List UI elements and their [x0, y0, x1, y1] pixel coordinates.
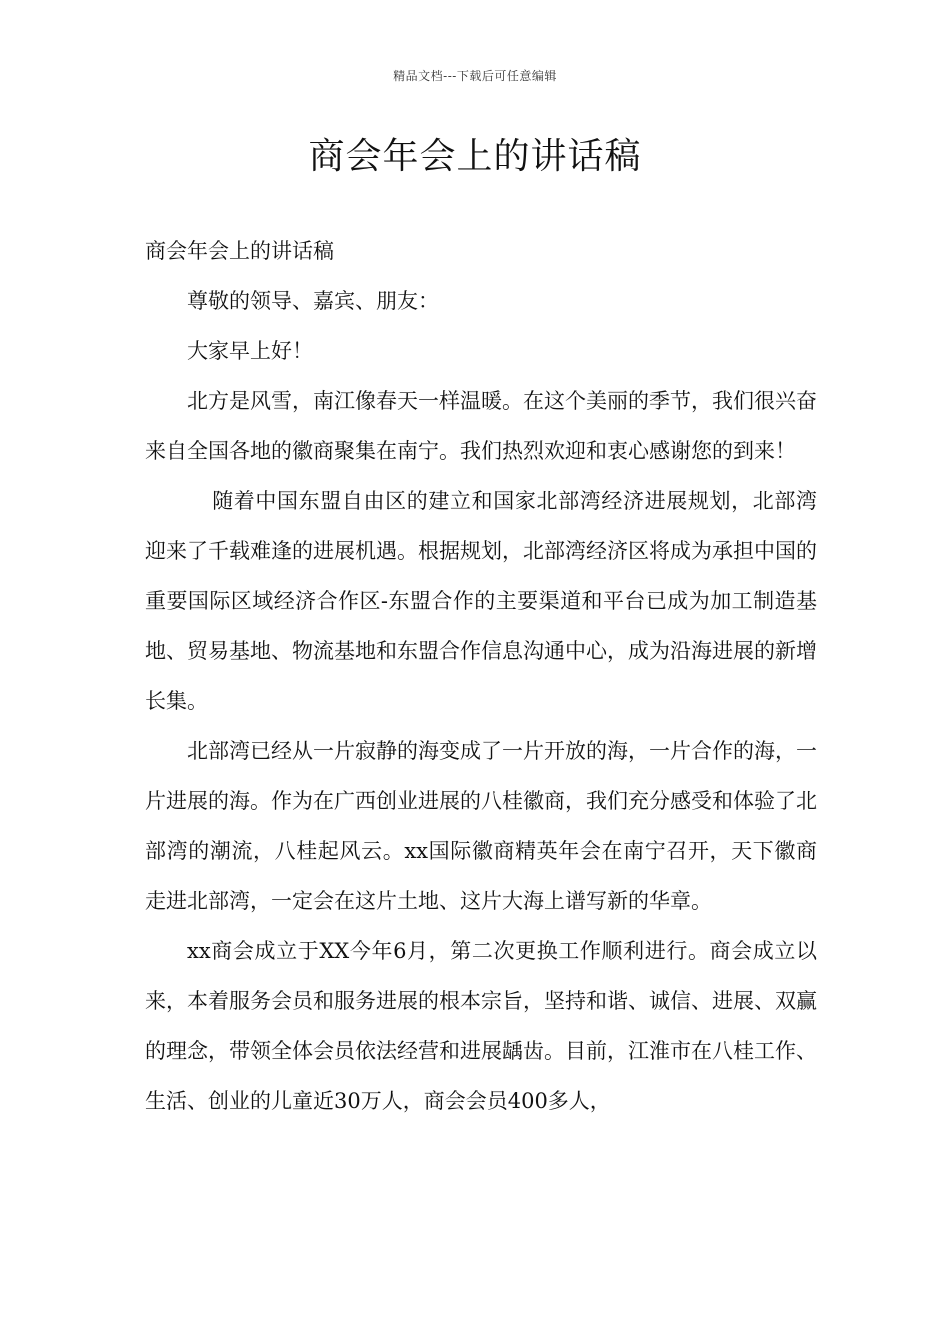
- paragraph: 北方是风雪，南江像春天一样温暖。在这个美丽的季节，我们很兴奋来自全国各地的徽商聚集在南宁。我们热烈欢迎和衷心感谢您的到来！: [145, 389, 817, 463]
- paragraph: 北部湾已经从一片寂静的海变成了一片开放的海，一片合作的海，一片进展的海。作为在广西创业进展的八桂徽商，我们充分感受和体验了北部湾的潮流，八桂起风云。xx国际徽商精英年会在南宁召开，天下徽商走进北部湾，一定会在这片土地、这片大海上谱写新的华章。: [145, 739, 817, 913]
- salutation: 尊敬的领导、嘉宾、朋友：: [187, 289, 439, 313]
- paragraph: 随着中国东盟自由区的建立和国家北部湾经济进展规划，北部湾迎来了千载难逢的进展机遇。根据规划，北部湾经济区将成为承担中国的重要国际区域经济合作区-东盟合作的主要渠道和平台已成为加工制造基地、贸易基地、物流基地和东盟合作信息沟通中心，成为沿海进展的新增长集。: [145, 489, 817, 713]
- body-heading: 商会年会上的讲话稿: [145, 239, 334, 263]
- document-title: 商会年会上的讲话稿: [308, 136, 642, 177]
- greeting: 大家早上好！: [187, 339, 313, 363]
- header-note: 精品文档---下载后可任意编辑: [393, 69, 557, 83]
- paragraph: xx商会成立于XX今年6月，第二次更换工作顺利进行。商会成立以来，本着服务会员和服务进展的根本宗旨，坚持和谐、诚信、进展、双赢的理念，带领全体会员依法经营和进展龋齿。目前，江淮市在八桂工作、生活、创业的儿童近30万人，商会会员400多人，: [145, 939, 817, 1113]
- document-body: [145, 226, 817, 1126]
